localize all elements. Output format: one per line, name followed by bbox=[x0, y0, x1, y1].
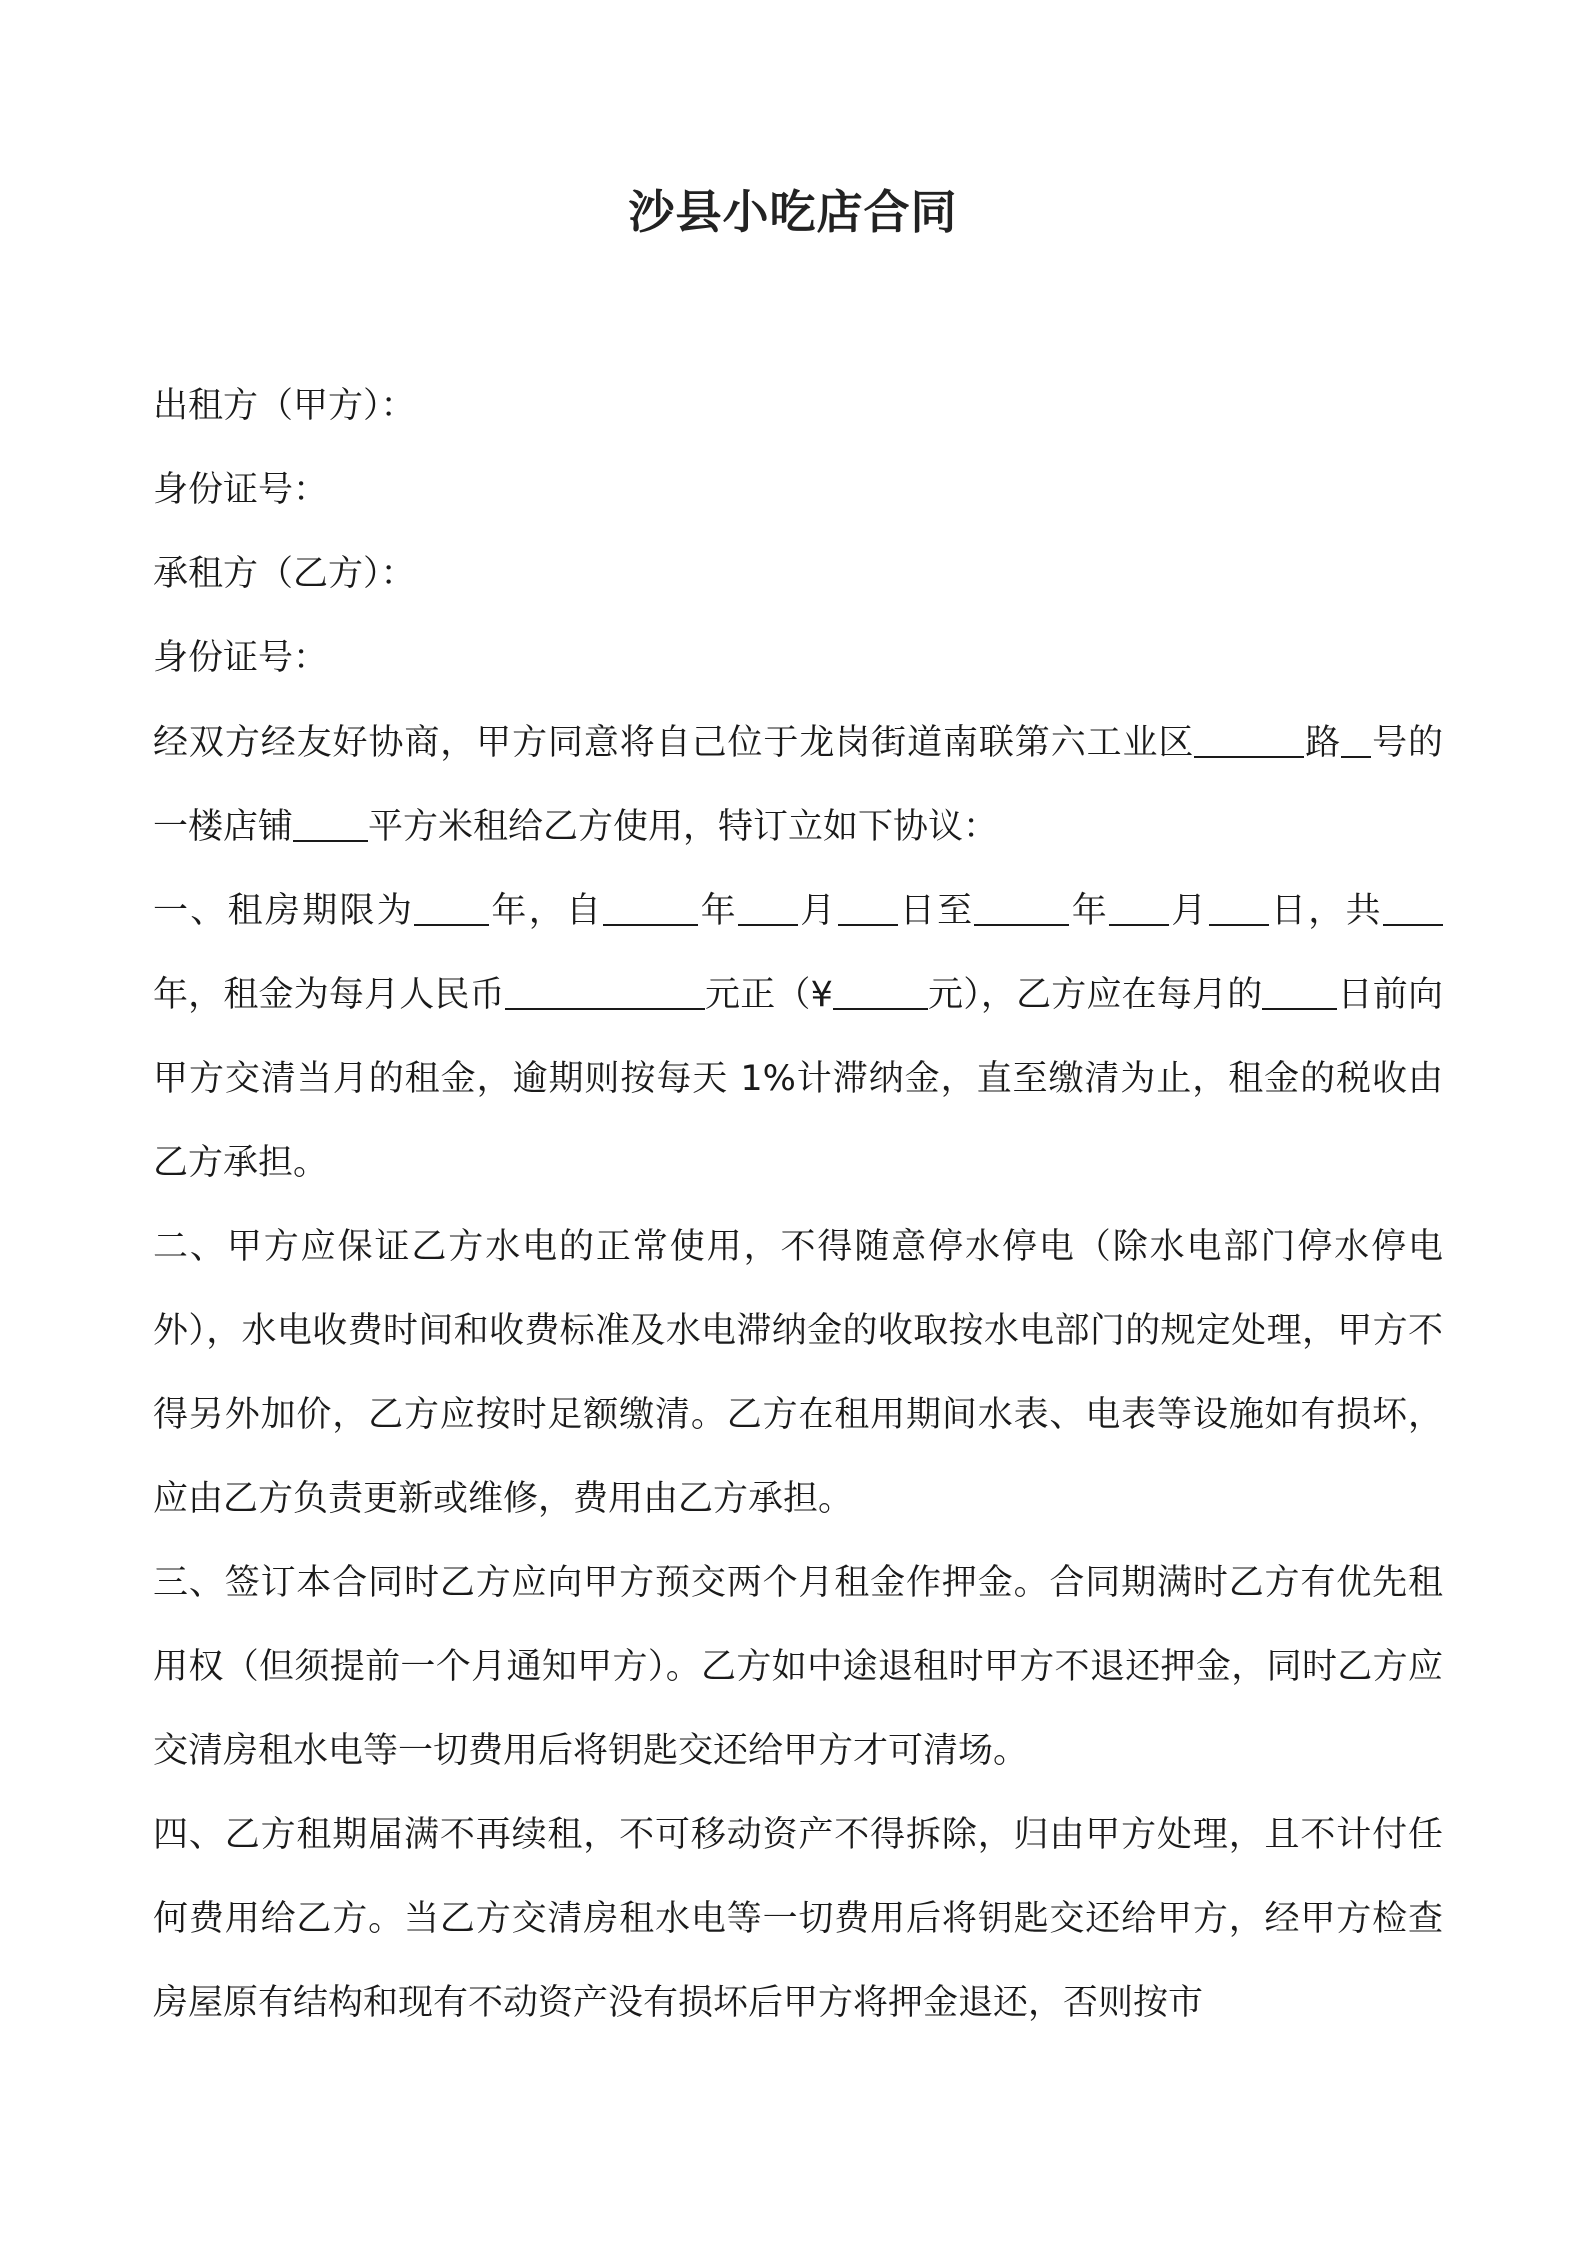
start-year-blank bbox=[603, 887, 698, 926]
lessor-id-line: 身份证号： bbox=[153, 470, 329, 510]
clause-1-text-2: 年，自 bbox=[489, 891, 604, 931]
clause-1-text-6: 年 bbox=[1069, 891, 1110, 931]
clause-2-paragraph: 二、甲方应保证乙方水电的正常使用，不得随意停水停电（除水电部门停水停电外），水电收费时间和收费标准及水电滞纳金的收取按水电部门的规定处理，甲方不得另外加价，乙方应按时足额缴清。乙方在租用期间水表、电表等设施如有损坏，应由乙方负责更新或维修，费用由乙方承担。 bbox=[153, 1227, 1443, 1519]
clause-1-text-8: 日，共 bbox=[1268, 891, 1383, 931]
clause-1-text-7: 月 bbox=[1169, 891, 1209, 931]
contract-body bbox=[153, 701, 1443, 2045]
clause-1-text-11: 元），乙方应在每月的 bbox=[927, 975, 1263, 1015]
intro-text-4: 平方米租给乙方使用，特订立如下协议： bbox=[368, 807, 999, 847]
clause-1-paragraph bbox=[153, 869, 1443, 1205]
end-year-blank bbox=[974, 887, 1069, 926]
total-years-blank bbox=[1383, 887, 1443, 926]
lessor-line: 出租方（甲方）： bbox=[153, 386, 416, 426]
road-name-blank bbox=[1194, 719, 1304, 758]
clause-1-text-12: 日前向甲方交清当月的租金，逾期则按每天 1%计滞纳金，直至缴清为止，租金的税收由乙方承担。 bbox=[153, 975, 1443, 1183]
clause-4-paragraph: 四、乙方租期届满不再续租，不可移动资产不得拆除，归由甲方处理，且不计付任何费用给乙方。当乙方交清房租水电等一切费用后将钥匙交还给甲方，经甲方检查房屋原有结构和现有不动资产没有损坏后甲方将押金退还，否则按市 bbox=[153, 1815, 1443, 2023]
rent-amount-figure-blank bbox=[833, 971, 928, 1010]
clause-1-text-5: 日至 bbox=[897, 891, 975, 931]
clause-1-text-9: 年，租金为每月人民币 bbox=[153, 975, 505, 1015]
clause-3-paragraph: 三、签订本合同时乙方应向甲方预交两个月租金作押金。合同期满时乙方有优先租用权（但须提前一个月通知甲方）。乙方如中途退租时甲方不退还押金，同时乙方应交清房租水电等一切费用后将钥匙交还给甲方才可清场。 bbox=[153, 1563, 1443, 1771]
area-blank bbox=[293, 803, 368, 842]
lessee-line: 承租方（乙方）： bbox=[153, 554, 416, 594]
rent-amount-words-blank bbox=[505, 971, 705, 1010]
clause-1-text-4: 月 bbox=[797, 891, 838, 931]
intro-paragraph bbox=[153, 701, 1443, 869]
lessee-id-line: 身份证号： bbox=[153, 638, 329, 678]
end-day-blank bbox=[1209, 887, 1269, 926]
document-title: 沙县小吃店合同 bbox=[628, 185, 958, 239]
clause-1-text-10: 元正（¥ bbox=[704, 975, 833, 1015]
party-info-block bbox=[153, 364, 1443, 700]
clause-1-text-1: 一、租房期限为 bbox=[153, 891, 415, 931]
end-month-blank bbox=[1109, 887, 1169, 926]
intro-text-2: 路 bbox=[1304, 723, 1342, 763]
clause-1-text-3: 年 bbox=[698, 891, 738, 931]
road-number-blank bbox=[1341, 719, 1371, 758]
start-month-blank bbox=[738, 887, 798, 926]
payment-day-blank bbox=[1262, 971, 1337, 1010]
intro-text-3: 号的一楼店铺 bbox=[153, 723, 1443, 847]
lease-term-blank bbox=[414, 887, 489, 926]
intro-text-1: 经双方经友好协商，甲方同意将自己位于龙岗街道南联第六工业区 bbox=[153, 723, 1195, 763]
start-day-blank bbox=[838, 887, 898, 926]
